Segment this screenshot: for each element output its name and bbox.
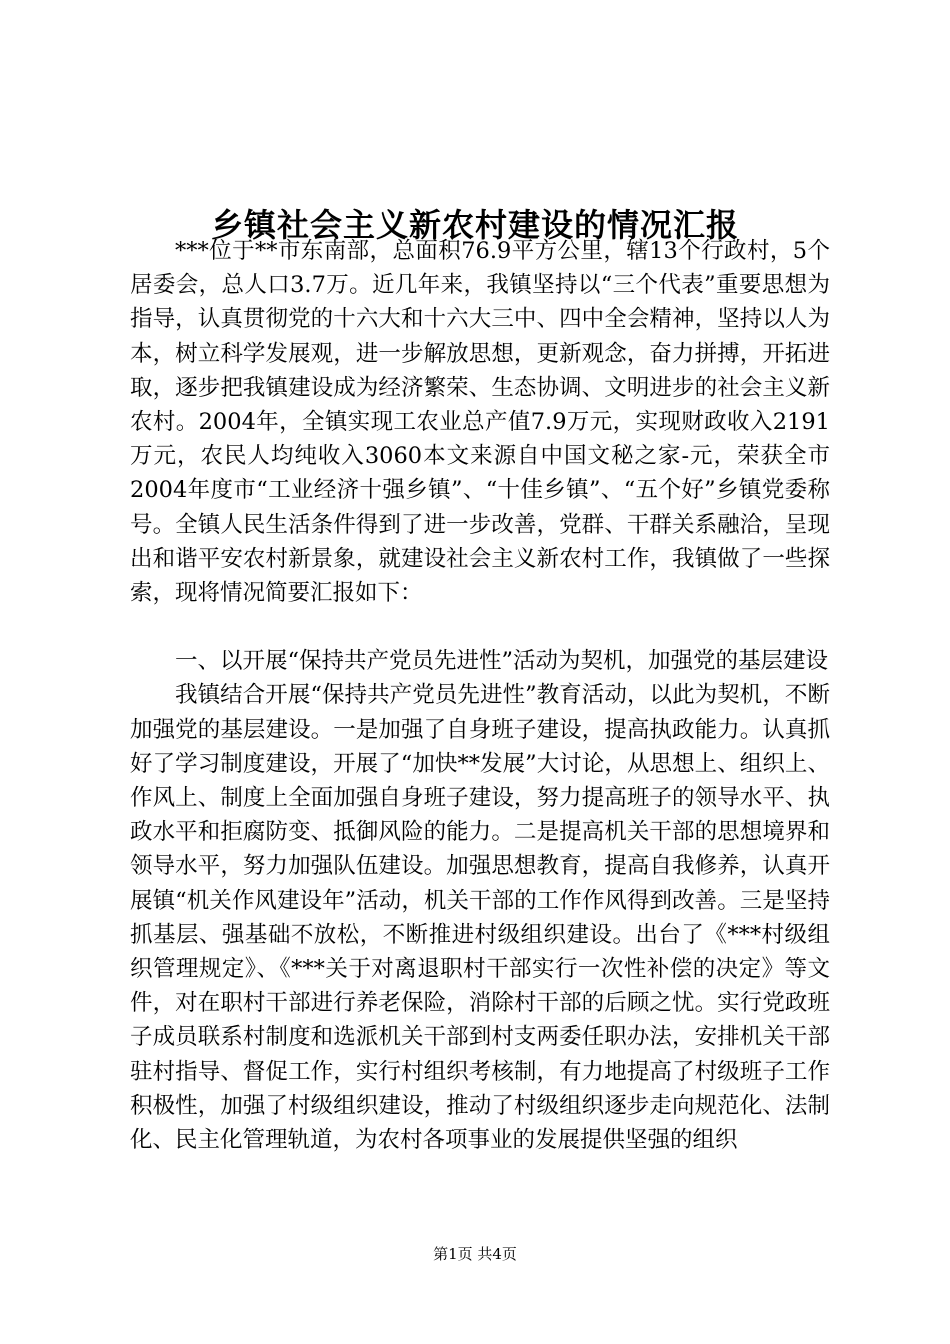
section-paragraph: 我镇结合开展“保持共产党员先进性”教育活动，以此为契机，不断加强党的基层建设。一是加强了自身班子建设，提高执政能力。认真抓好了学习制度建设，开展了“加快**发展”大讨论，从思想上、组织上、作风上、制度上全面加强自身班子建设，努力提高班子的领导水平、执政水平和拒腐防变、抵御风险的能力。二是提高机关干部的思想境界和领导水平，努力加强队伍建设。加强思想教育，提高自我修养，认真开展镇“机关作风建设年”活动，机关干部的工作作风得到改善。三是坚持抓基层、强基础不放松，不断推进村级组织建设。出台了《***村级组织管理规定》、《***关于对离退职村干部实行一次性补偿的决定》等文件，对在职村干部进行养老保险，消除村干部的后顾之忧。实行党政班子成员联系村制度和选派机关干部到村支两委任职办法，安排机关干部驻村指导、督促工作，实行村组织考核制，有力地提高了村级班子工作积极性，加强了村级组织建设，推动了村级组织逐步走向规范化、法制化、民主化管理轨道，为农村各项事业的发展提供坚强的组织 xyxy=(130,682,830,1154)
document-body xyxy=(130,234,830,1157)
section-heading: 一、以开展“保持共产党员先进性”活动为契机，加强党的基层建设 xyxy=(175,648,829,675)
page-number: 第1页 共4页 xyxy=(433,1245,517,1263)
intro-paragraph: ***位于**市东南部，总面积76.9平方公里，辖13个行政村，5个居委会，总人口3.7万。近几年来，我镇坚持以“三个代表”重要思想为指导，认真贯彻党的十六大和十六大三中、四中全会精神，坚持以人为本，树立科学发展观，进一步解放思想，更新观念，奋力拼搏，开拓进取，逐步把我镇建设成为经济繁荣、生态协调、文明进步的社会主义新农村。2004年，全镇实现工农业总产值7.9万元，实现财政收入2191万元，农民人均纯收入3060本文来源自中国文秘之家-元，荣获全市2004年度市“工业经济十强乡镇”、“十佳乡镇”、“五个好”乡镇党委称号。全镇人民生活条件得到了进一步改善，党群、干群关系融洽，呈现出和谐平安农村新景象，就建设社会主义新农村工作，我镇做了一些探索，现将情况简要汇报如下： xyxy=(130,238,830,607)
document-title: 乡镇社会主义新农村建设的情况汇报 xyxy=(210,206,739,245)
